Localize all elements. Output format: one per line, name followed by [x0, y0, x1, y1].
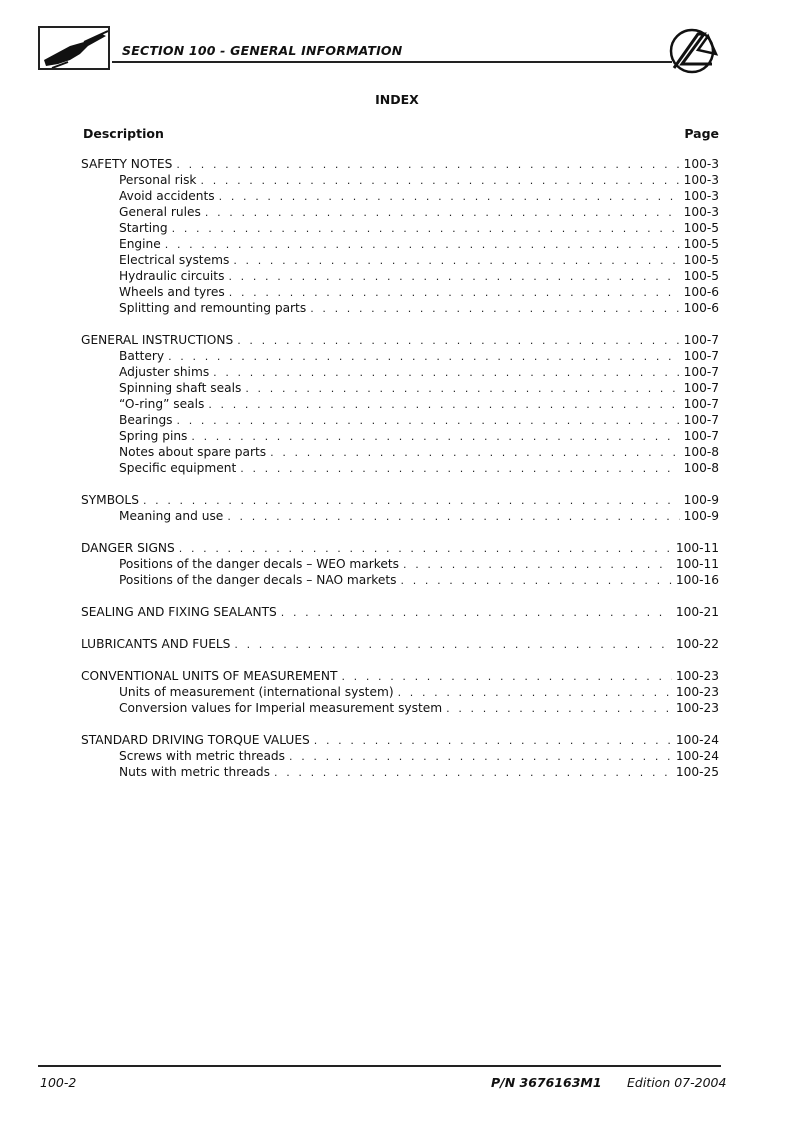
pointing-hand-icon: [38, 26, 110, 70]
dot-leader: [191, 429, 679, 444]
index-title: INDEX: [375, 92, 419, 107]
dot-leader: [233, 253, 679, 268]
toc-section-entry[interactable]: [81, 604, 719, 620]
toc-entry-page: 100-7: [683, 365, 719, 379]
toc-entry-page: 100-3: [683, 189, 719, 203]
toc-entry-page: 100-7: [683, 349, 719, 363]
dot-leader: [314, 733, 672, 748]
dot-leader: [245, 381, 679, 396]
toc-entry-title: STANDARD DRIVING TORQUE VALUES: [81, 733, 310, 747]
dot-leader: [446, 701, 672, 716]
toc-entry-title: Starting: [119, 221, 168, 235]
dot-leader: [179, 541, 672, 556]
toc-subentry[interactable]: [81, 684, 719, 700]
toc-entry-page: 100-8: [683, 445, 719, 459]
toc-subentry[interactable]: [81, 268, 719, 284]
toc-subentry[interactable]: [81, 220, 719, 236]
toc-entry-page: 100-25: [675, 765, 719, 779]
toc-entry-title: Avoid accidents: [119, 189, 215, 203]
dot-leader: [213, 365, 679, 380]
dot-leader: [403, 557, 672, 572]
dot-leader: [240, 461, 679, 476]
toc-section-entry[interactable]: [81, 332, 719, 348]
toc-subentry[interactable]: [81, 460, 719, 476]
toc-entry-title: Spinning shaft seals: [119, 381, 242, 395]
toc-subentry[interactable]: [81, 444, 719, 460]
toc-entry-title: Hydraulic circuits: [119, 269, 225, 283]
dot-leader: [237, 333, 679, 348]
footer-page-number: 100-2: [40, 1075, 77, 1090]
toc-subentry[interactable]: [81, 700, 719, 716]
toc-subentry[interactable]: [81, 396, 719, 412]
toc-entry-title: Meaning and use: [119, 509, 224, 523]
toc-entry-title: Adjuster shims: [119, 365, 210, 379]
toc-entry-title: General rules: [119, 205, 201, 219]
toc-subentry[interactable]: [81, 572, 719, 588]
dot-leader: [398, 685, 672, 700]
dot-leader: [165, 237, 680, 252]
toc-entry-title: CONVENTIONAL UNITS OF MEASUREMENT: [81, 669, 338, 683]
toc-entry-page: 100-5: [683, 221, 719, 235]
toc-section: [81, 156, 719, 316]
dot-leader: [227, 509, 679, 524]
toc-entry-page: 100-3: [683, 173, 719, 187]
toc-entry-page: 100-23: [675, 701, 719, 715]
toc-entry-title: Splitting and remounting parts: [119, 301, 307, 315]
toc-subentry[interactable]: [81, 252, 719, 268]
dot-leader: [289, 749, 672, 764]
toc-entry-page: 100-6: [683, 301, 719, 315]
toc-entry-page: 100-23: [675, 685, 719, 699]
dot-leader: [270, 445, 679, 460]
toc-entry-page: 100-22: [675, 637, 719, 651]
toc-entry-title: Engine: [119, 237, 161, 251]
toc-entry-page: 100-3: [683, 157, 719, 171]
toc-entry-page: 100-7: [683, 381, 719, 395]
toc-entry-page: 100-9: [683, 493, 719, 507]
toc-subentry[interactable]: [81, 428, 719, 444]
toc-entry-page: 100-7: [683, 429, 719, 443]
dot-leader: [201, 173, 680, 188]
toc-entry-title: SEALING AND FIXING SEALANTS: [81, 605, 277, 619]
toc-entry-title: Battery: [119, 349, 165, 363]
toc-entry-title: Spring pins: [119, 429, 188, 443]
toc-subentry[interactable]: [81, 284, 719, 300]
toc-entry-page: 100-5: [683, 253, 719, 267]
brand-logo-icon: [668, 26, 720, 74]
toc-entry-page: 100-23: [675, 669, 719, 683]
toc-entry-title: Positions of the danger decals – WEO markets: [119, 557, 400, 571]
toc-section-entry[interactable]: [81, 732, 719, 748]
dot-leader: [341, 669, 671, 684]
toc-entry-title: Electrical systems: [119, 253, 230, 267]
toc-subentry[interactable]: [81, 364, 719, 380]
dot-leader: [234, 637, 671, 652]
toc-subentry[interactable]: [81, 348, 719, 364]
toc-entry-title: Screws with metric threads: [119, 749, 286, 763]
toc-subentry[interactable]: [81, 300, 719, 316]
toc-section: [81, 332, 719, 476]
toc-section-entry[interactable]: [81, 668, 719, 684]
toc-entry-page: 100-5: [683, 237, 719, 251]
toc-entry-title: Bearings: [119, 413, 173, 427]
dot-leader: [205, 205, 680, 220]
toc-section-entry[interactable]: [81, 540, 719, 556]
toc-subentry[interactable]: [81, 236, 719, 252]
toc-entry-page: 100-3: [683, 205, 719, 219]
footer-part-number: P/N 3676163M1: [491, 1075, 602, 1090]
footer-rule: [38, 1065, 721, 1067]
header-rule: [112, 61, 672, 63]
toc-entry-page: 100-7: [683, 413, 719, 427]
toc-subentry[interactable]: [81, 764, 719, 780]
toc-entry-page: 100-8: [683, 461, 719, 475]
toc-entry-title: SAFETY NOTES: [81, 157, 173, 171]
toc-section-entry[interactable]: [81, 156, 719, 172]
toc-entry-title: Specific equipment: [119, 461, 237, 475]
toc-entry-title: Wheels and tyres: [119, 285, 225, 299]
dot-leader: [219, 189, 680, 204]
toc-subentry[interactable]: [81, 748, 719, 764]
toc-subentry[interactable]: [81, 380, 719, 396]
page-column-header: Page: [684, 126, 719, 141]
toc-entry-page: 100-7: [683, 397, 719, 411]
toc-section-entry[interactable]: [81, 636, 719, 652]
toc-subentry[interactable]: [81, 188, 719, 204]
dot-leader: [168, 349, 679, 364]
toc-entry-page: 100-5: [683, 269, 719, 283]
toc-section: [81, 492, 719, 524]
toc-entry-title: Positions of the danger decals – NAO markets: [119, 573, 397, 587]
dot-leader: [177, 413, 680, 428]
toc-section: [81, 732, 719, 780]
dot-leader: [281, 605, 672, 620]
dot-leader: [274, 765, 672, 780]
dot-leader: [176, 157, 679, 172]
toc-entry-title: GENERAL INSTRUCTIONS: [81, 333, 234, 347]
toc-entry-page: 100-16: [675, 573, 719, 587]
toc-subentry[interactable]: [81, 172, 719, 188]
toc-entry-page: 100-11: [675, 557, 719, 571]
toc-entry-page: 100-11: [675, 541, 719, 555]
toc-entry-page: 100-21: [675, 605, 719, 619]
toc-entry-page: 100-7: [683, 333, 719, 347]
toc-entry-page: 100-6: [683, 285, 719, 299]
toc-entry-title: Units of measurement (international system): [119, 685, 394, 699]
toc-section: [81, 540, 719, 588]
dot-leader: [143, 493, 680, 508]
dot-leader: [401, 573, 672, 588]
toc-subentry[interactable]: [81, 412, 719, 428]
toc-subentry[interactable]: [81, 204, 719, 220]
toc-subentry[interactable]: [81, 508, 719, 524]
toc-subentry[interactable]: [81, 556, 719, 572]
dot-leader: [228, 269, 679, 284]
dot-leader: [310, 301, 679, 316]
dot-leader: [208, 397, 679, 412]
toc-entry-title: LUBRICANTS AND FUELS: [81, 637, 231, 651]
toc-entry-title: “O-ring” seals: [119, 397, 205, 411]
toc-entry-title: Notes about spare parts: [119, 445, 267, 459]
toc-entry-page: 100-9: [683, 509, 719, 523]
section-title: SECTION 100 - GENERAL INFORMATION: [122, 43, 403, 58]
dot-leader: [172, 221, 680, 236]
toc-entry-title: DANGER SIGNS: [81, 541, 175, 555]
toc-entry-page: 100-24: [675, 733, 719, 747]
toc-section-entry[interactable]: [81, 492, 719, 508]
dot-leader: [229, 285, 680, 300]
toc-entry-title: Nuts with metric threads: [119, 765, 270, 779]
toc-section: [81, 668, 719, 716]
description-column-header: Description: [83, 126, 164, 141]
toc-entry-page: 100-24: [675, 749, 719, 763]
toc-entry-title: Conversion values for Imperial measurement system: [119, 701, 443, 715]
table-of-contents: [81, 156, 719, 796]
toc-entry-title: SYMBOLS: [81, 493, 139, 507]
toc-entry-title: Personal risk: [119, 173, 197, 187]
footer-edition: Edition 07-2004: [627, 1075, 727, 1090]
toc-section: [81, 604, 719, 620]
toc-section: [81, 636, 719, 652]
